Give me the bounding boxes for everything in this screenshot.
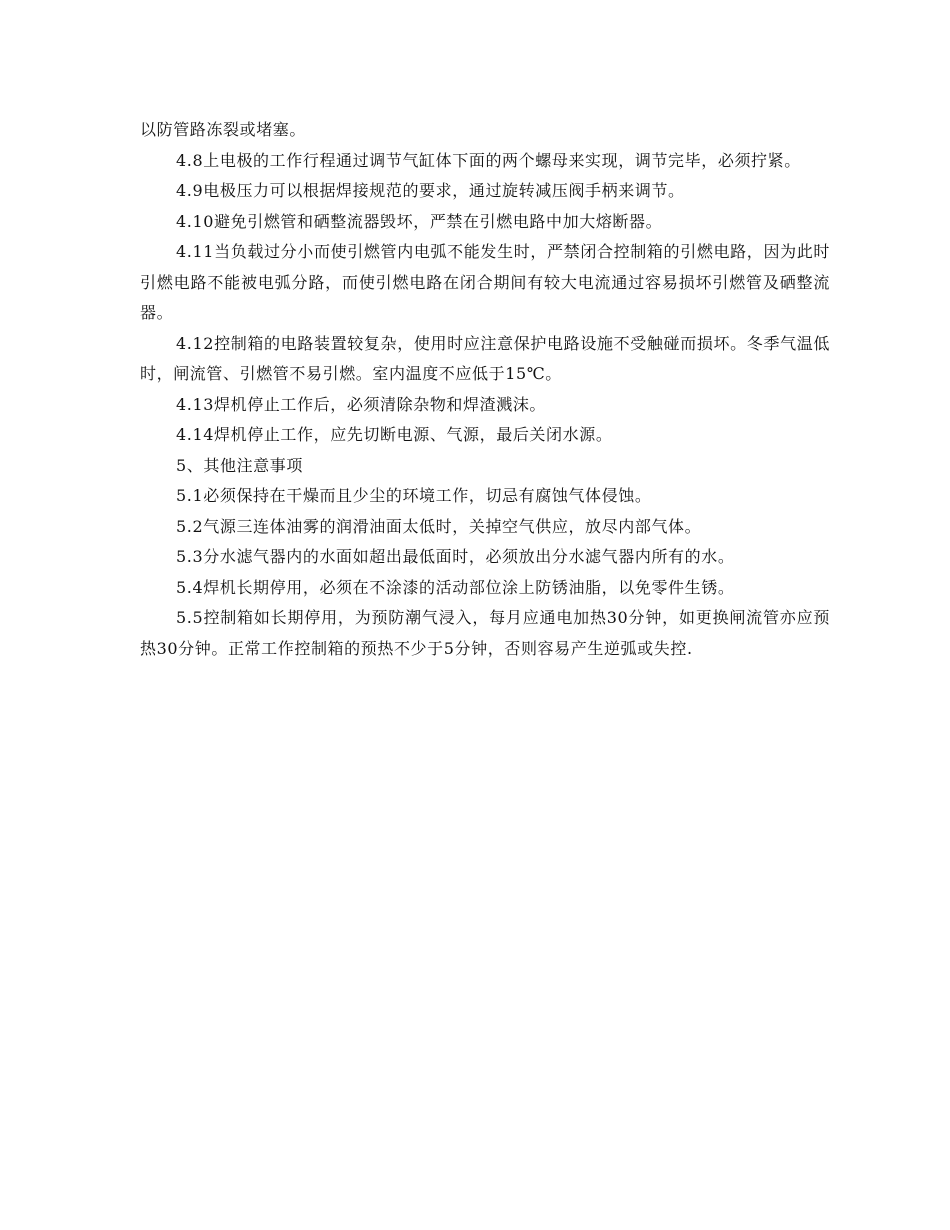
paragraph-5-1: 5.1必须保持在干燥而且少尘的环境工作，切忌有腐蚀气体侵蚀。 xyxy=(176,486,652,505)
paragraph-4-12: 4.12控制箱的电路装置较复杂，使用时应注意保护电路设施不受触碰而损坏。冬季气温低时，闸流管、引燃管不易引燃。室内温度不应低于15℃。 xyxy=(140,333,830,383)
paragraph-5-4: 5.4焊机长期停用，必须在不涂漆的活动部位涂上防锈油脂，以免零件生锈。 xyxy=(176,577,735,597)
paragraph-5-2: 5.2气源三连体油雾的润滑油面太低时，关掉空气供应，放尽内部气体。 xyxy=(176,516,702,536)
paragraph-continuation: 以防管路冻裂或堵塞。 xyxy=(140,120,307,139)
paragraph-4-8: 4.8上电极的工作行程通过调节气缸体下面的两个螺母来实现，调节完毕，必须拧紧。 xyxy=(176,150,801,170)
paragraph-5-5: 5.5控制箱如长期停用，为预防潮气浸入，每月应通电加热30分钟，如更换闸流管亦应预热30分钟。正常工作控制箱的预热不少于5分钟，否则容易产生逆弧或失控. xyxy=(140,608,830,658)
paragraph-4-10: 4.10避免引燃管和硒整流器毁坏，严禁在引燃电路中加大熔断器。 xyxy=(176,211,663,231)
paragraph-4-13: 4.13焊机停止工作后，必须清除杂物和焊渣溅沫。 xyxy=(176,394,547,414)
paragraph-4-14: 4.14焊机停止工作，应先切断电源、气源，最后关闭水源。 xyxy=(176,425,613,444)
document-body xyxy=(140,115,830,664)
paragraph-4-9: 4.9电极压力可以根据焊接规范的要求，通过旋转减压阀手柄来调节。 xyxy=(176,181,685,200)
paragraph-5-3: 5.3分水滤气器内的水面如超出最低面时，必须放出分水滤气器内所有的水。 xyxy=(176,547,735,566)
section-heading-5: 5、其他注意事项 xyxy=(176,455,303,475)
paragraph-4-11: 4.11当负载过分小而使引燃管内电弧不能发生时，严禁闭合控制箱的引燃电路，因为此时引燃电路不能被电弧分路，而使引燃电路在闭合期间有较大电流通过容易损坏引燃管及硒整流器。 xyxy=(140,242,830,322)
